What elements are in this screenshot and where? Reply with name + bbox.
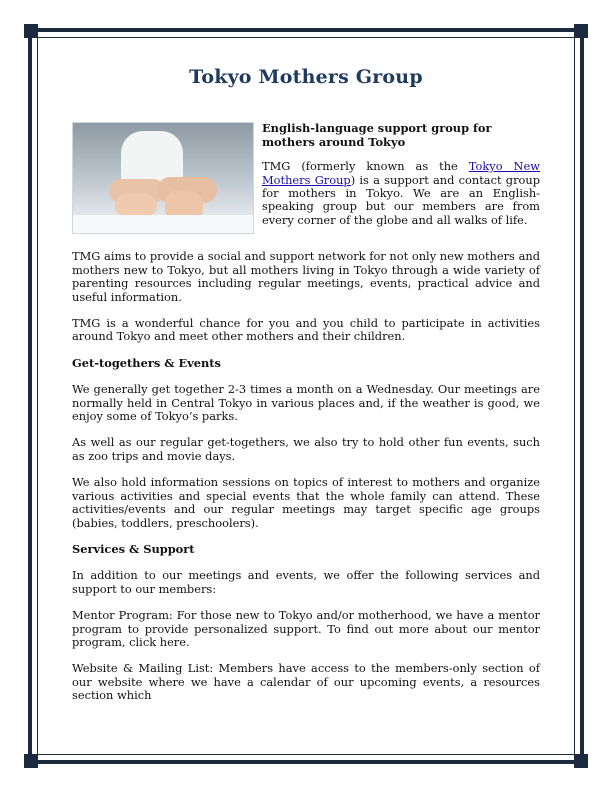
paragraph-chance: TMG is a wonderful chance for you and you child to participate in activities around Tokyo and meet other mothers and their children. — [72, 316, 540, 344]
section-heading-events: Get-togethers & Events — [72, 355, 221, 370]
page-title: Tokyo Mothers Group — [189, 66, 423, 88]
paragraph-events-schedule: We generally get together 2-3 times a month on a Wednesday. Our meetings are normally held in Central Tokyo in various places and, if the weather is good, we enjoy some of Tokyo’s parks. — [72, 382, 540, 424]
intro-block — [72, 122, 540, 240]
paragraph-events-fun: As well as our regular get-togethers, we also try to hold other fun events, such as zoo trips and movie days. — [72, 435, 540, 463]
paragraph-events-info: We also hold information sessions on topics of interest to mothers and organize various activities and special events that the whole family can attend. These activities/events and our regular meetings may target specific age groups (babies, toddlers, preschoolers). — [72, 475, 540, 530]
paragraph-website-mailing: Website & Mailing List: Members have access to the members-only section of our website where we have a calendar of our upcoming events, a resources section which — [72, 661, 540, 703]
intro-paragraph: TMG (formerly known as the Tokyo New Mothers Group) is a support and contact group for mothers in Tokyo. We are an English-speaking group but our members are from every corner of the globe and all walks of life. — [262, 159, 540, 227]
paragraph-aims: TMG aims to provide a social and support network for not only new mothers and mothers new to Tokyo, but all mothers living in Tokyo through a wide variety of parenting resources including regular meetings, events, practical advice and useful information. — [72, 249, 540, 304]
paragraph-mentor-program: Mentor Program: For those new to Tokyo and/or motherhood, we have a mentor program to provide personalized support. To find out more about our mentor program, click here. — [72, 608, 540, 649]
paragraph-services-intro: In addition to our meetings and events, we offer the following services and support to our members: — [72, 568, 540, 596]
tokyo-new-mothers-group-link[interactable]: Tokyo New Mothers Group — [262, 159, 540, 187]
baby-photo — [72, 122, 254, 234]
document-body — [72, 64, 540, 716]
section-heading-services: Services & Support — [72, 541, 195, 556]
intro-heading: English-language support group for mothers around Tokyo — [262, 122, 492, 149]
